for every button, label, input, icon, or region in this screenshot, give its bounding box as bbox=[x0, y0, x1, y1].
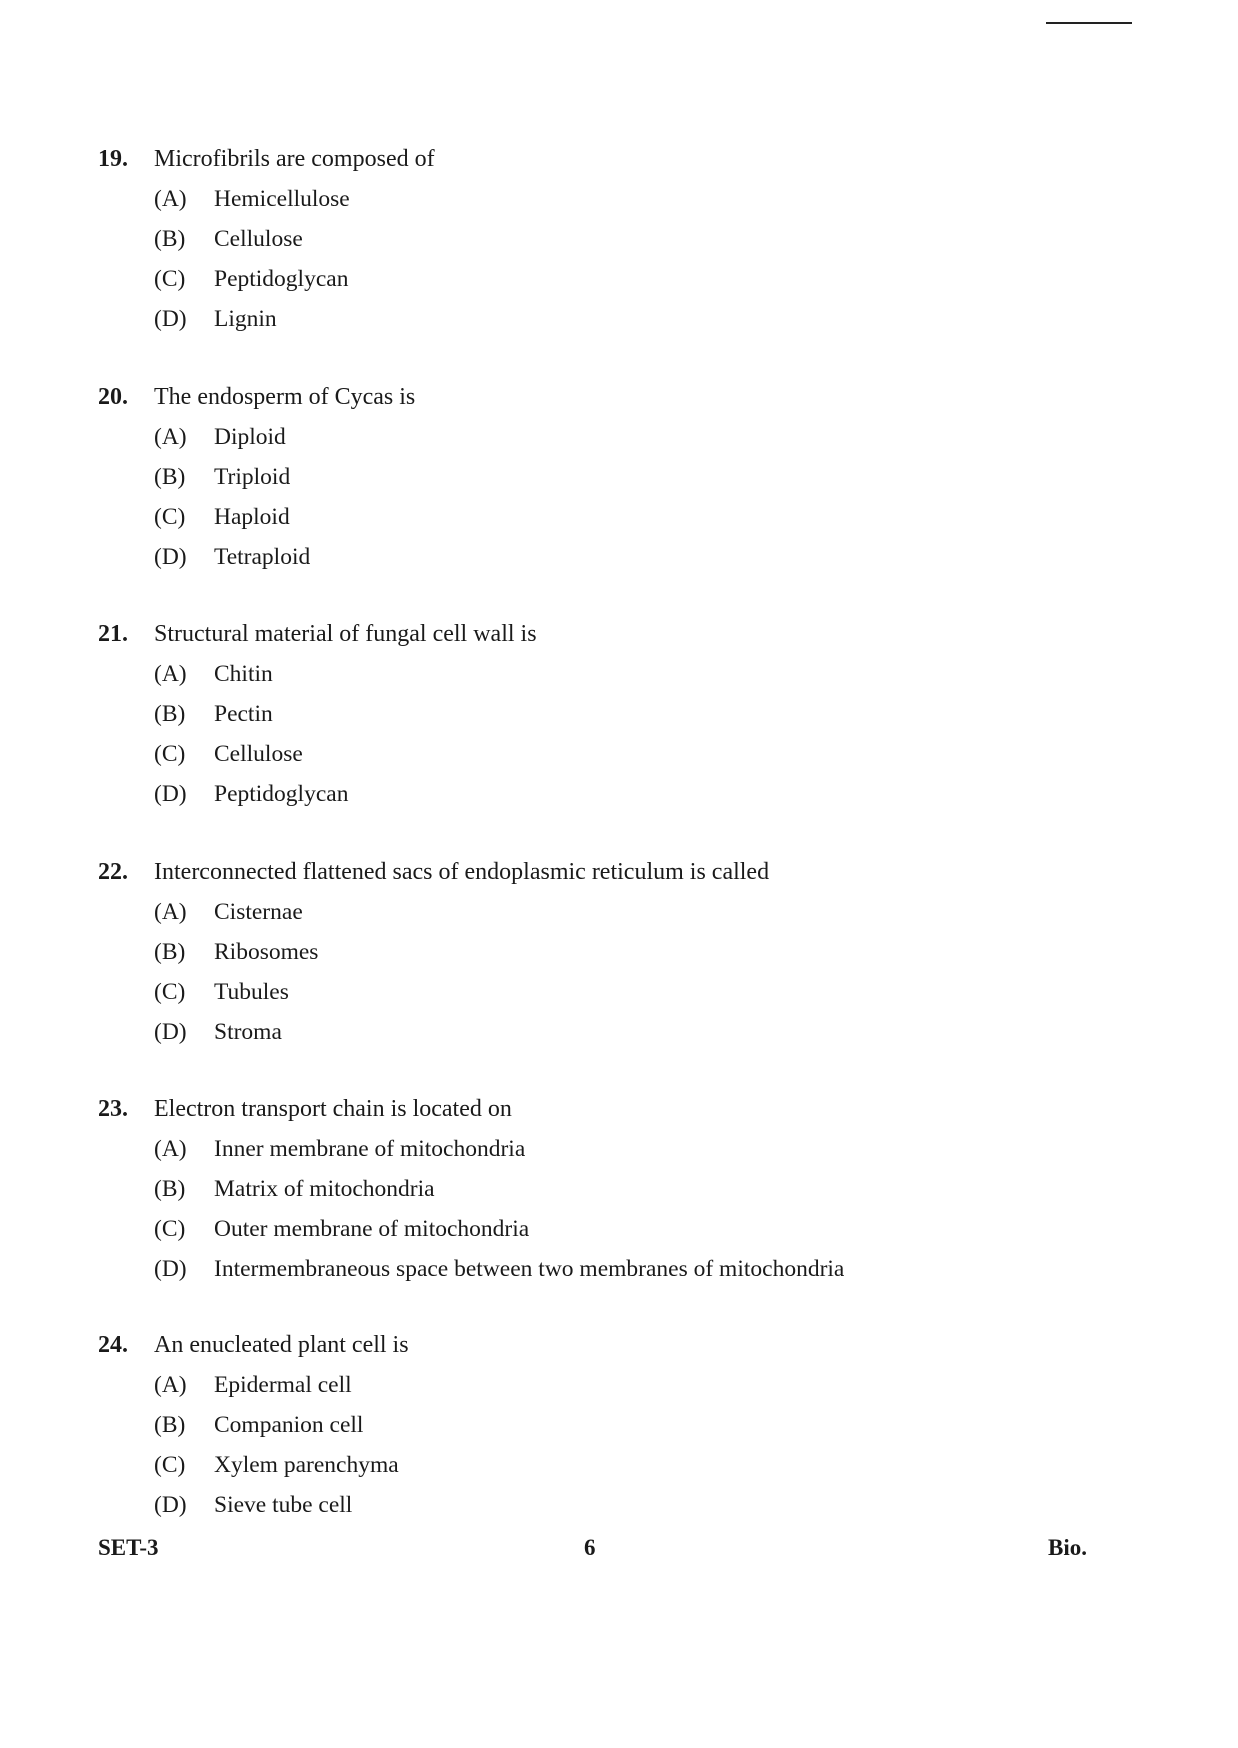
option-letter: (D) bbox=[154, 1492, 187, 1518]
option-b bbox=[154, 1410, 1138, 1440]
option-letter: (C) bbox=[154, 266, 186, 292]
option-a bbox=[154, 1134, 1138, 1164]
option-letter: (A) bbox=[154, 1136, 187, 1162]
option-d bbox=[154, 1017, 1138, 1047]
option-d bbox=[154, 304, 1138, 334]
option-letter: (A) bbox=[154, 899, 187, 925]
option-text: Outer membrane of mitochondria bbox=[214, 1216, 530, 1242]
header-rule bbox=[1046, 22, 1132, 24]
option-letter: (A) bbox=[154, 424, 187, 450]
option-a bbox=[154, 422, 1138, 452]
option-c bbox=[154, 977, 1138, 1007]
question-text: The endosperm of Cycas is bbox=[154, 384, 416, 410]
option-letter: (C) bbox=[154, 1452, 186, 1478]
option-b bbox=[154, 224, 1138, 254]
question-text: Microfibrils are composed of bbox=[154, 146, 435, 172]
option-letter: (A) bbox=[154, 1372, 187, 1398]
option-d bbox=[154, 779, 1138, 809]
question-number: 23. bbox=[98, 1096, 128, 1122]
question-text: Interconnected flattened sacs of endoplasmic reticulum is called bbox=[154, 859, 770, 885]
option-list bbox=[98, 1134, 1138, 1284]
question-19 bbox=[98, 144, 1138, 344]
option-text: Triploid bbox=[214, 464, 291, 490]
option-text: Peptidoglycan bbox=[214, 266, 349, 292]
question-23 bbox=[98, 1094, 1138, 1294]
option-letter: (D) bbox=[154, 781, 187, 807]
option-letter: (A) bbox=[154, 186, 187, 212]
question-number: 20. bbox=[98, 384, 128, 410]
option-letter: (C) bbox=[154, 979, 186, 1005]
option-c bbox=[154, 1214, 1138, 1244]
option-b bbox=[154, 937, 1138, 967]
option-text: Diploid bbox=[214, 424, 286, 450]
option-d bbox=[154, 1490, 1138, 1520]
question-24 bbox=[98, 1330, 1138, 1530]
option-text: Pectin bbox=[214, 701, 273, 727]
option-b bbox=[154, 462, 1138, 492]
option-letter: (C) bbox=[154, 504, 186, 530]
option-letter: (C) bbox=[154, 741, 186, 767]
footer-subject: Bio. bbox=[1048, 1535, 1087, 1560]
question-number: 22. bbox=[98, 859, 128, 885]
question-text: An enucleated plant cell is bbox=[154, 1332, 409, 1358]
option-letter: (B) bbox=[154, 226, 186, 252]
option-text: Haploid bbox=[214, 504, 290, 530]
option-text: Epidermal cell bbox=[214, 1372, 352, 1398]
option-text: Peptidoglycan bbox=[214, 781, 349, 807]
option-text: Cisternae bbox=[214, 899, 303, 925]
option-list bbox=[98, 897, 1138, 1047]
option-text: Inner membrane of mitochondria bbox=[214, 1136, 526, 1162]
option-list bbox=[98, 184, 1138, 334]
option-letter: (B) bbox=[154, 464, 186, 490]
option-a bbox=[154, 1370, 1138, 1400]
option-c bbox=[154, 1450, 1138, 1480]
option-list bbox=[98, 422, 1138, 572]
option-letter: (B) bbox=[154, 701, 186, 727]
option-letter: (B) bbox=[154, 1176, 186, 1202]
option-a bbox=[154, 184, 1138, 214]
question-number: 24. bbox=[98, 1332, 128, 1358]
option-text: Companion cell bbox=[214, 1412, 364, 1438]
question-number: 19. bbox=[98, 146, 128, 172]
option-c bbox=[154, 264, 1138, 294]
option-a bbox=[154, 659, 1138, 689]
question-text: Structural material of fungal cell wall is bbox=[154, 621, 537, 647]
option-letter: (C) bbox=[154, 1216, 186, 1242]
option-text: Lignin bbox=[214, 306, 277, 332]
option-letter: (A) bbox=[154, 661, 187, 687]
option-text: Intermembraneous space between two membranes of mitochondria bbox=[214, 1256, 845, 1282]
footer-set-label: SET-3 bbox=[98, 1535, 159, 1560]
option-c bbox=[154, 739, 1138, 769]
option-b bbox=[154, 699, 1138, 729]
option-letter: (D) bbox=[154, 1019, 187, 1045]
footer-page-number: 6 bbox=[584, 1535, 596, 1560]
option-text: Stroma bbox=[214, 1019, 282, 1045]
option-c bbox=[154, 502, 1138, 532]
option-text: Sieve tube cell bbox=[214, 1492, 353, 1518]
option-text: Cellulose bbox=[214, 226, 303, 252]
option-letter: (B) bbox=[154, 1412, 186, 1438]
option-letter: (D) bbox=[154, 1256, 187, 1282]
question-22 bbox=[98, 857, 1138, 1057]
option-text: Xylem parenchyma bbox=[214, 1452, 399, 1478]
option-list bbox=[98, 659, 1138, 809]
option-d bbox=[154, 1254, 1138, 1284]
option-d bbox=[154, 542, 1138, 572]
question-text: Electron transport chain is located on bbox=[154, 1096, 512, 1122]
option-b bbox=[154, 1174, 1138, 1204]
option-text: Tubules bbox=[214, 979, 289, 1005]
option-text: Matrix of mitochondria bbox=[214, 1176, 435, 1202]
question-20 bbox=[98, 382, 1138, 582]
option-letter: (B) bbox=[154, 939, 186, 965]
question-number: 21. bbox=[98, 621, 128, 647]
option-text: Hemicellulose bbox=[214, 186, 350, 212]
option-text: Cellulose bbox=[214, 741, 303, 767]
option-text: Chitin bbox=[214, 661, 273, 687]
option-letter: (D) bbox=[154, 544, 187, 570]
option-letter: (D) bbox=[154, 306, 187, 332]
question-21 bbox=[98, 619, 1138, 819]
option-text: Tetraploid bbox=[214, 544, 311, 570]
option-a bbox=[154, 897, 1138, 927]
option-list bbox=[98, 1370, 1138, 1520]
option-text: Ribosomes bbox=[214, 939, 319, 965]
